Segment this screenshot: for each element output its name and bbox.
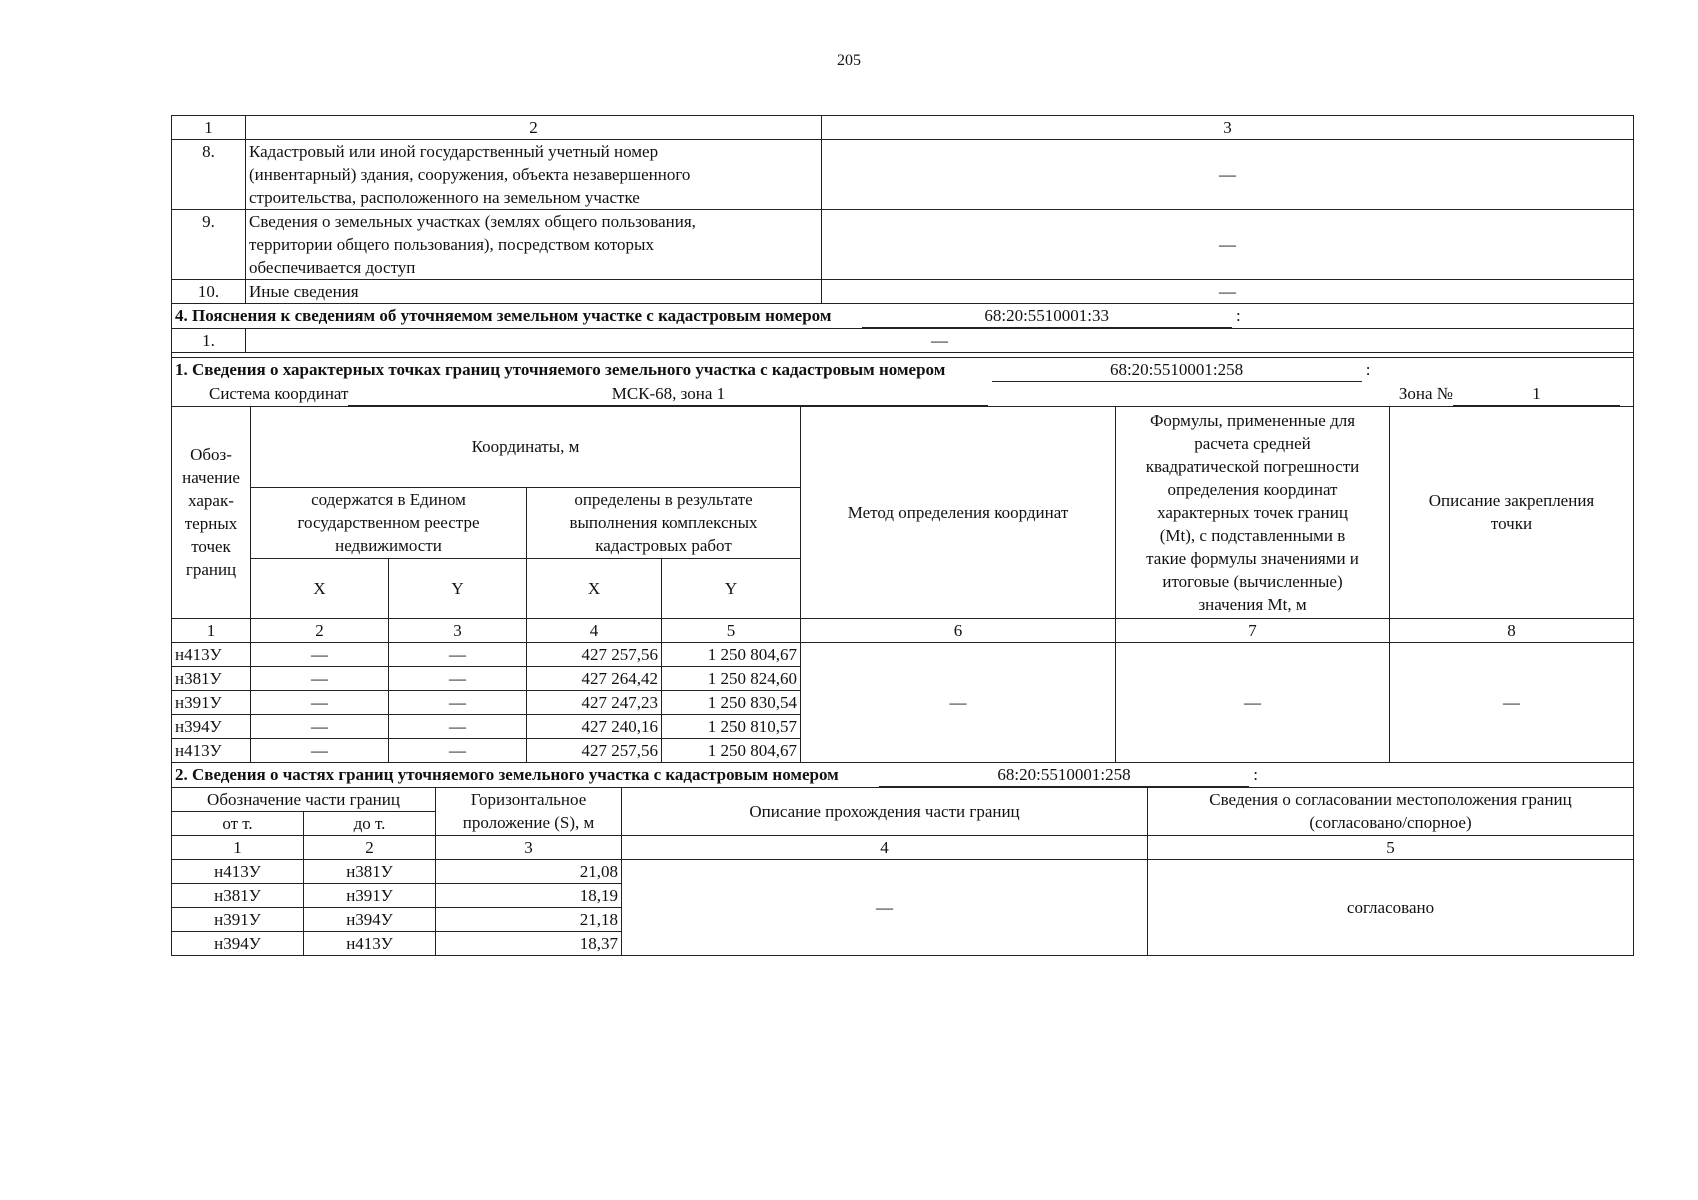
row-value: — [822,140,1634,210]
section4-table [171,304,1634,358]
part-from: н391У [172,907,304,931]
section-divider [172,353,1634,358]
horizontal-header: Горизонтальное проложение (S), м [436,788,622,836]
col-number: 4 [622,835,1148,859]
row-text: Кадастровый или иной государственный учетный номер (инвентарный) здания, сооружения, объекта незавершенного строительства, расположенного на земельном участке [246,140,822,210]
y-value: 1 250 804,67 [662,642,801,666]
section2-heading [171,763,1634,788]
row-number: 9. [172,210,246,280]
point-name: н413У [172,738,251,762]
row-value: — [246,329,1634,353]
part-to: н394У [304,907,436,931]
col-number: 4 [527,618,662,642]
part-from: н394У [172,931,304,955]
point-name: н394У [172,714,251,738]
document-body [171,115,1634,956]
point-name: н381У [172,666,251,690]
x-egrn: — [251,738,389,762]
colon: : [1235,306,1241,325]
complex-works-header: определены в результате выполнения комплексных кадастровых работ [527,487,801,558]
formulas-header: Формулы, примененные для расчета средней квадратической погрешности определения координат характерных точек границ (Mt), с подставленными в такие формулы значениями и итоговые (вычисленные) значения Mt, м [1116,407,1390,618]
y-egrn: — [389,714,527,738]
col-number: 3 [822,116,1634,140]
x-egrn: — [251,642,389,666]
col-number: 6 [801,618,1116,642]
zone-value: 1 [1453,382,1620,406]
colon: : [1365,360,1371,379]
col-number: 1 [172,116,246,140]
parts-table [171,788,1634,956]
y-egrn: — [389,738,527,762]
y-egrn: — [389,642,527,666]
col-number: 2 [251,618,389,642]
table-row [172,140,1634,210]
method-value: — [801,642,1116,762]
table-row [172,642,1634,666]
col-number: 3 [436,835,622,859]
table-row [172,210,1634,280]
y-value: 1 250 804,67 [662,738,801,762]
coord-system-cell [172,382,1634,407]
column-numbers-row [172,835,1634,859]
part-length: 18,37 [436,931,622,955]
agreement-header: Сведения о согласовании местоположения границ (согласовано/спорное) [1148,788,1634,836]
coord-system-value: МСК-68, зона 1 [348,382,988,406]
section4-title-cell [172,304,1634,329]
table-row [172,280,1634,304]
section2-title: 2. Сведения о частях границ уточняемого земельного участка с кадастровым номером [175,764,839,784]
table-row [172,329,1634,353]
row-text: Иные сведения [246,280,822,304]
x-header: X [251,558,389,618]
col-number: 2 [246,116,822,140]
y-value: 1 250 830,54 [662,690,801,714]
info-table [171,115,1634,304]
part-to: н413У [304,931,436,955]
section4-title: 4. Пояснения к сведениям об уточняемом земельном участке с кадастровым номером [175,306,832,325]
method-header: Метод определения координат [801,407,1116,618]
coordinates-header: Координаты, м [251,407,801,487]
section2-title-cell [172,763,1634,788]
fixing-value: — [1390,642,1634,762]
section2-cadastral-number: 68:20:5510001:258 [879,763,1249,787]
x-value: 427 247,23 [527,690,662,714]
coord-system-row [172,382,1634,407]
col-number: 1 [172,618,251,642]
description-value: — [622,859,1148,955]
zone-label: Зона № [1398,384,1453,403]
part-to: н391У [304,883,436,907]
y-egrn: — [389,690,527,714]
row-value: — [822,210,1634,280]
row-number: 10. [172,280,246,304]
y-value: 1 250 810,57 [662,714,801,738]
col-number: 1 [172,835,304,859]
col-number: 2 [304,835,436,859]
col-number: 8 [1390,618,1634,642]
row-text: Сведения о земельных участках (землях общего пользования, территории общего пользования), посредством которых обеспечивается доступ [246,210,822,280]
x-value: 427 257,56 [527,642,662,666]
col-number: 3 [389,618,527,642]
x-header: X [527,558,662,618]
section1-title-row [172,358,1634,382]
column-numbers-row [172,618,1634,642]
part-from: н413У [172,859,304,883]
formulas-value: — [1116,642,1390,762]
colon: : [1253,764,1258,784]
x-egrn: — [251,714,389,738]
info-table-header [172,116,1634,140]
part-to: н381У [304,859,436,883]
row-value: — [822,280,1634,304]
section4-cadastral-number: 68:20:5510001:33 [862,304,1232,328]
coord-system-label: Система координат [209,384,349,403]
agreement-value: согласовано [1148,859,1634,955]
x-value: 427 264,42 [527,666,662,690]
section1-heading [171,358,1634,407]
description-header: Описание прохождения части границ [622,788,1148,836]
point-name: н391У [172,690,251,714]
part-designation-header: Обозначение части границ [172,788,436,812]
y-egrn: — [389,666,527,690]
point-name: н413У [172,642,251,666]
row-number: 1. [172,329,246,353]
to-header: до т. [304,811,436,835]
points-header-row [172,407,1634,487]
x-egrn: — [251,690,389,714]
section1-cadastral-number: 68:20:5510001:258 [992,358,1362,382]
part-length: 21,18 [436,907,622,931]
table-row [172,859,1634,883]
page-number: 205 [837,52,861,69]
x-value: 427 240,16 [527,714,662,738]
x-value: 427 257,56 [527,738,662,762]
part-length: 18,19 [436,883,622,907]
egrn-header: содержатся в Едином государственном реестре недвижимости [251,487,527,558]
col-number: 5 [662,618,801,642]
col-number: 7 [1116,618,1390,642]
x-egrn: — [251,666,389,690]
from-header: от т. [172,811,304,835]
y-value: 1 250 824,60 [662,666,801,690]
points-table [171,407,1634,763]
col-number: 5 [1148,835,1634,859]
part-length: 21,08 [436,859,622,883]
row-number: 8. [172,140,246,210]
y-header: Y [389,558,527,618]
parts-header-row [172,788,1634,812]
fixing-header: Описание закрепления точки [1390,407,1634,618]
section4-title-row [172,304,1634,329]
part-from: н381У [172,883,304,907]
section1-title-cell [172,358,1634,382]
section2-title-row [172,763,1634,788]
section1-title: 1. Сведения о характерных точках границ уточняемого земельного участка с кадастровым номером [175,360,946,379]
y-header: Y [662,558,801,618]
designation-header: Обоз- начение харак- терных точек границ [172,407,251,618]
